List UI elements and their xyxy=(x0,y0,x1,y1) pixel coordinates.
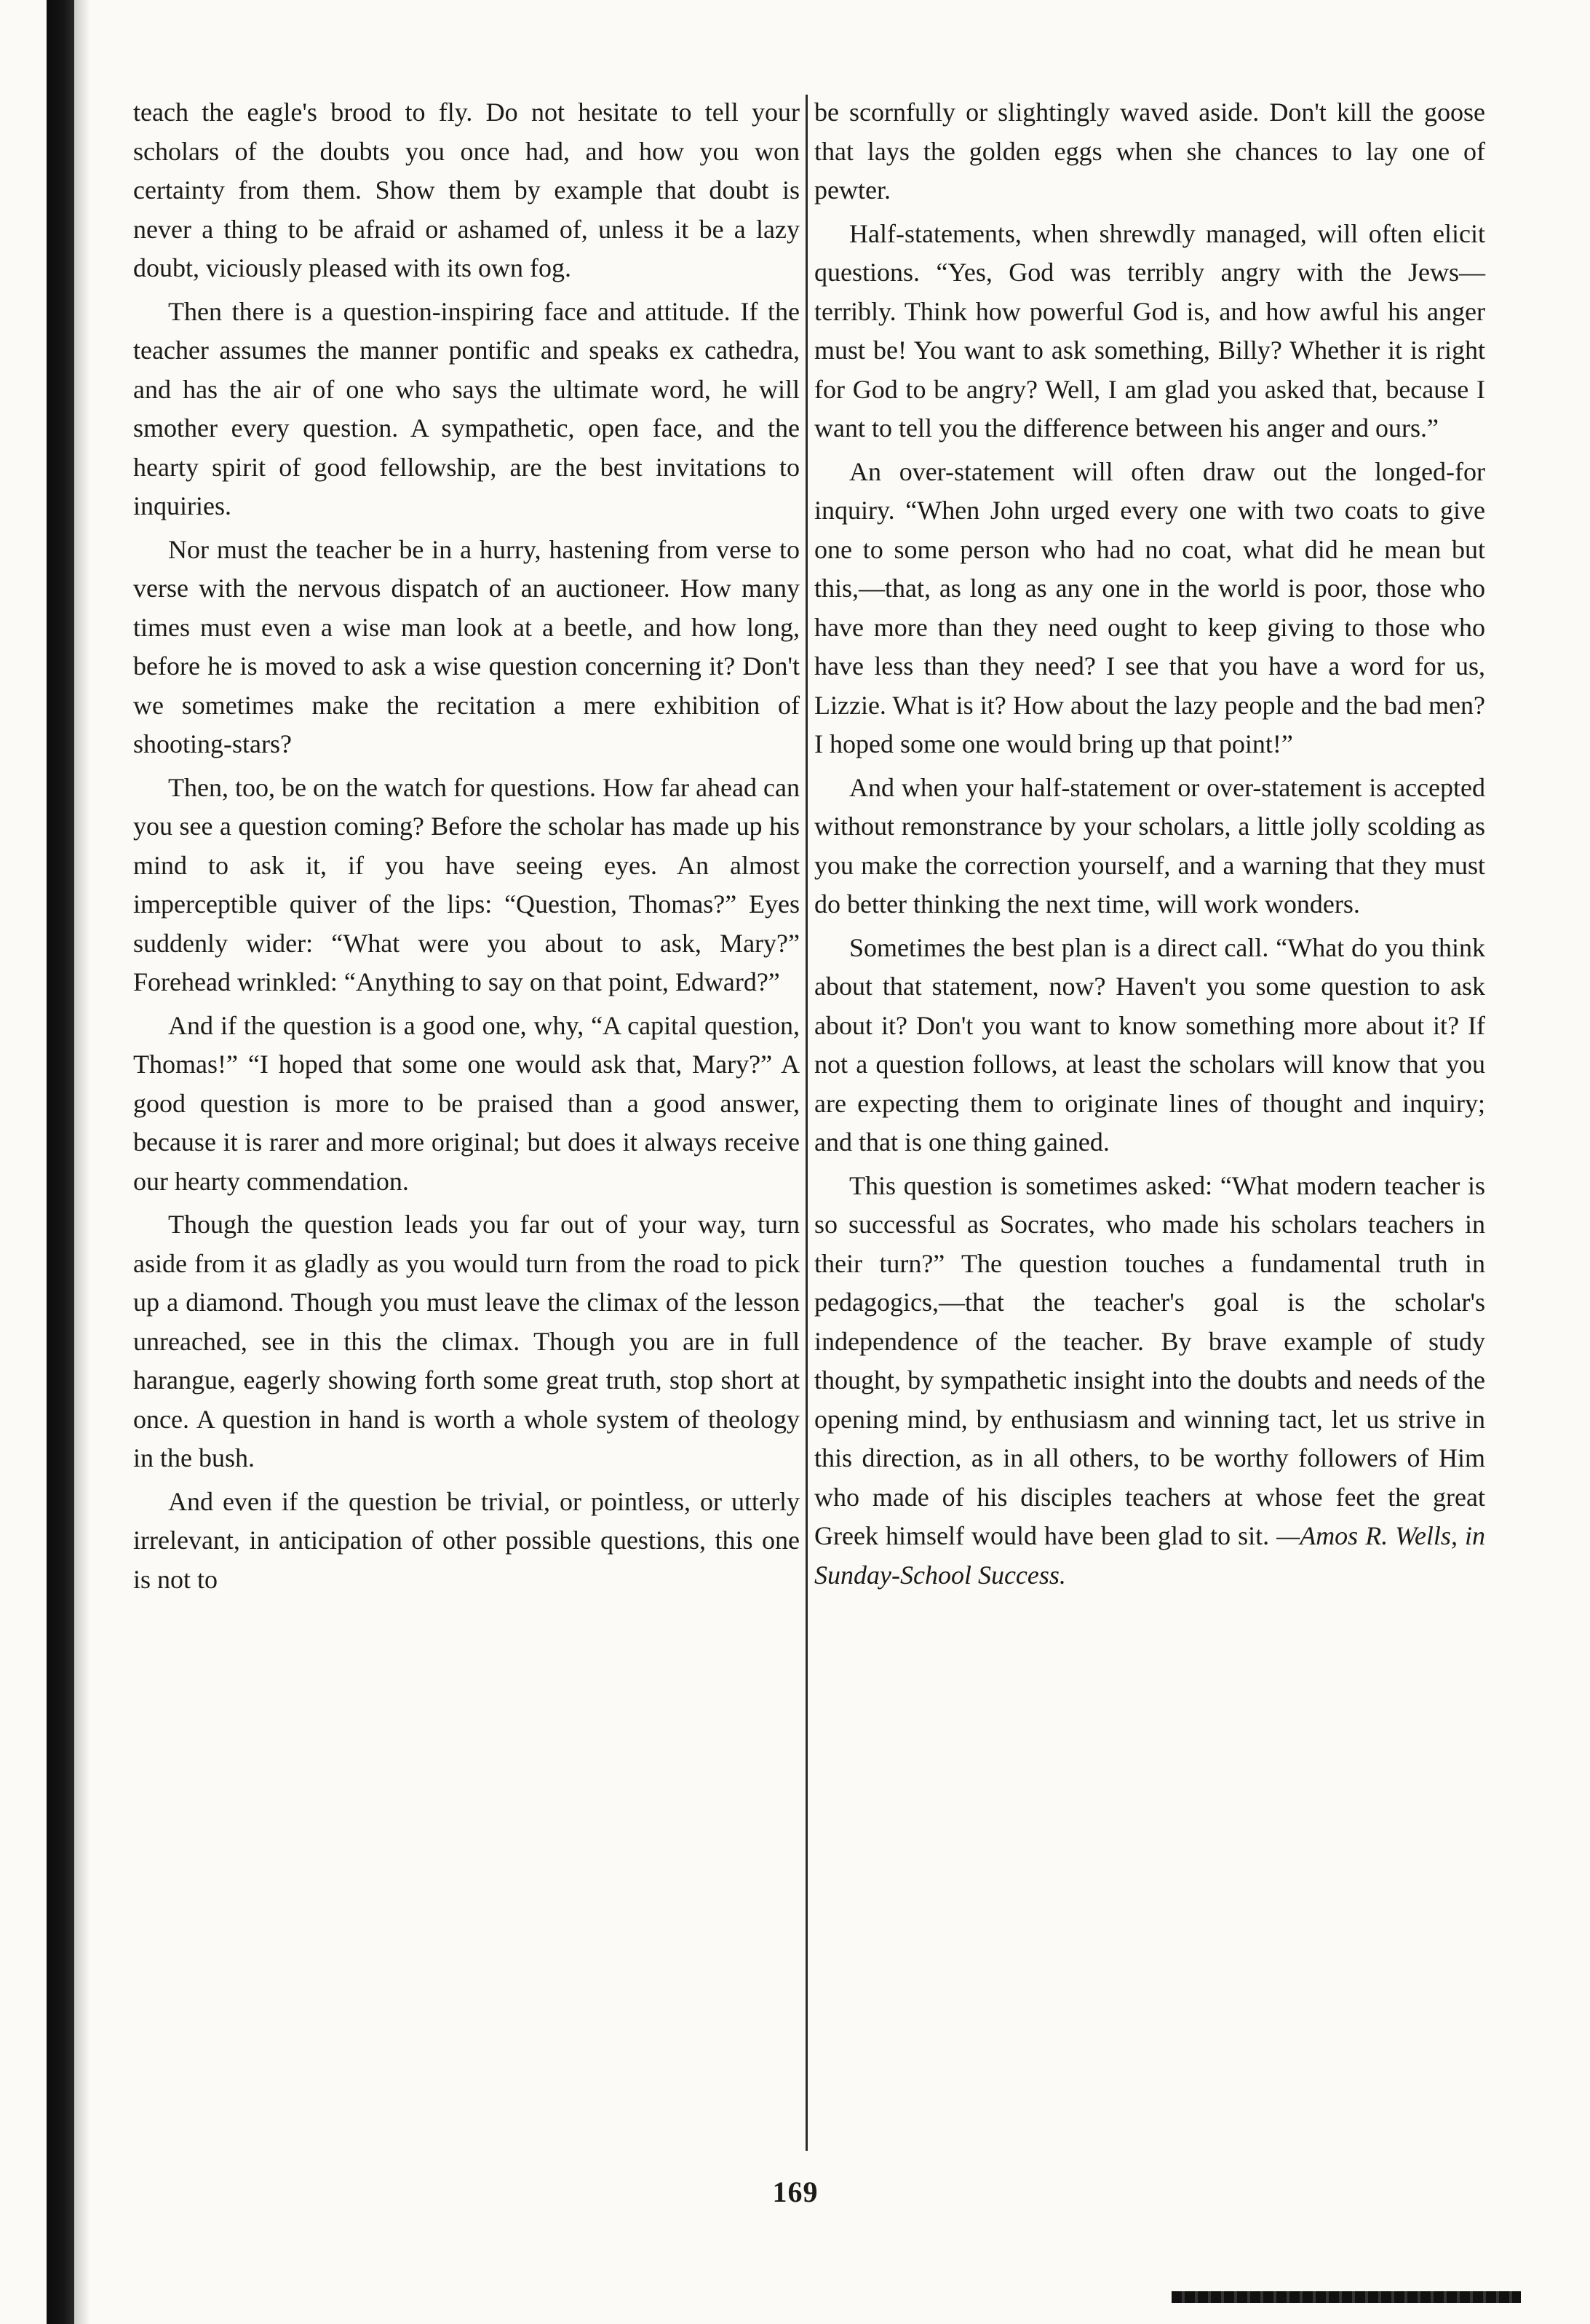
paragraph: Sometimes the best plan is a direct call. “What do you think about that statement, now? Haven't you some question to ask about it? Don't you want to know something more about it? If not a question follows, at least the scholars will know that you are expecting them to originate lines of thought and inquiry; and that is one thing gained. xyxy=(814,932,1485,1157)
attribution: —Amos R. Wells, in Sunday-School Success. xyxy=(814,1521,1485,1590)
paragraph-text: This question is sometimes asked: “What modern teacher is so successful as Socrates, who made his scholars teachers in their turn?” The question touches a fundamental truth in pedagogics,—that the teacher's goal is the scholar's independence of the teacher. By brave example of study thought, by sympathetic insight into the doubts and needs of the opening mind, by enthusiasm and winning tact, let us strive in this direction, as in all others, to be worthy followers of Him who made of his disciples teachers at whose feet the great Greek himself would have been glad to sit. xyxy=(814,1170,1485,1550)
paragraph: Half-statements, when shrewdly managed, will often elicit questions. “Yes, God was terribly angry with the Jews—terribly. Think how powerful God is, and how awful his anger must be! You want to ask something, Billy? Whether it is right for God to be angry? Well, I am glad you asked that, because I want to tell you the difference between his anger and ours.” xyxy=(814,218,1485,443)
paragraph: And even if the question be trivial, or pointless, or utterly irrelevant, in anticipation of other possible questions, this one is not to xyxy=(133,1486,800,1594)
paragraph: Nor must the teacher be in a hurry, hastening from verse to verse with the nervous dispatch of an auctioneer. How many times must even a wise man look at a beetle, and how long, before he is moved to ask a wise question concerning it? Don't we sometimes make the recitation a mere exhibition of shooting-stars? xyxy=(133,534,800,758)
column-rule xyxy=(806,95,808,2151)
left-column xyxy=(133,93,800,1603)
paragraph: be scornfully or slightingly waved aside. Don't kill the goose that lays the golden eggs when she chances to lay one of pewter. xyxy=(814,98,1485,205)
footer-rule xyxy=(1172,2291,1521,2303)
paragraph: And when your half-statement or over-statement is accepted without remonstrance by your scholars, a little jolly scolding as you make the correction yourself, and a warning that they must do better thinking the next time, will work wonders. xyxy=(814,772,1485,919)
paragraph: And if the question is a good one, why, “A capital question, Thomas!” “I hoped that some one would ask that, Mary?” A good question is more to be praised than a good answer, because it is rarer and more original; but does it always receive our hearty commendation. xyxy=(133,1010,800,1196)
page-number: 169 xyxy=(772,2176,819,2208)
paragraph: An over-statement will often draw out the longed-for inquiry. “When John urged every one with two coats to give one to some person who had no coat, what did he mean but this,—that, as long as any one in the world is poor, those who have more than they need ought to keep giving to those who have less than they need? I see that you have a word for us, Lizzie. What is it? How about the lazy people and the bad men? I hoped some one would bring up that point!” xyxy=(814,456,1485,758)
binding-edge xyxy=(47,0,74,2324)
right-column xyxy=(814,93,1485,1599)
paragraph: Then, too, be on the watch for questions. How far ahead can you see a question coming? Before the scholar has made up his mind to ask it, if you have seeing eyes. An almost imperceptible quiver of the lips: “Question, Thomas?” Eyes suddenly wider: “What were you about to ask, Mary?” Forehead wrinkled: “Anything to say on that point, Edward?” xyxy=(133,772,800,996)
paragraph: teach the eagle's brood to fly. Do not hesitate to tell your scholars of the doubts you once had, and how you won certainty from them. Show them by example that doubt is never a thing to be afraid or ashamed of, unless it be a lazy doubt, viciously pleased with its own fog. xyxy=(133,98,800,282)
paragraph: Then there is a question-inspiring face and attitude. If the teacher assumes the manner pontific and speaks ex cathedra, and has the air of one who says the ultimate word, he will smother every question. A sympathetic, open face, and the hearty spirit of good fellowship, are the best invitations to inquiries. xyxy=(133,296,800,520)
paragraph-with-attribution xyxy=(814,1167,1485,1595)
paragraph: Though the question leads you far out of your way, turn aside from it as gladly as you would turn from the road to pick up a diamond. Though you must leave the climax of the lesson unreached, see in this the climax. Though you are in full harangue, eagerly showing forth some great truth, stop short at once. A question in hand is worth a whole system of theology in the bush. xyxy=(133,1210,800,1472)
